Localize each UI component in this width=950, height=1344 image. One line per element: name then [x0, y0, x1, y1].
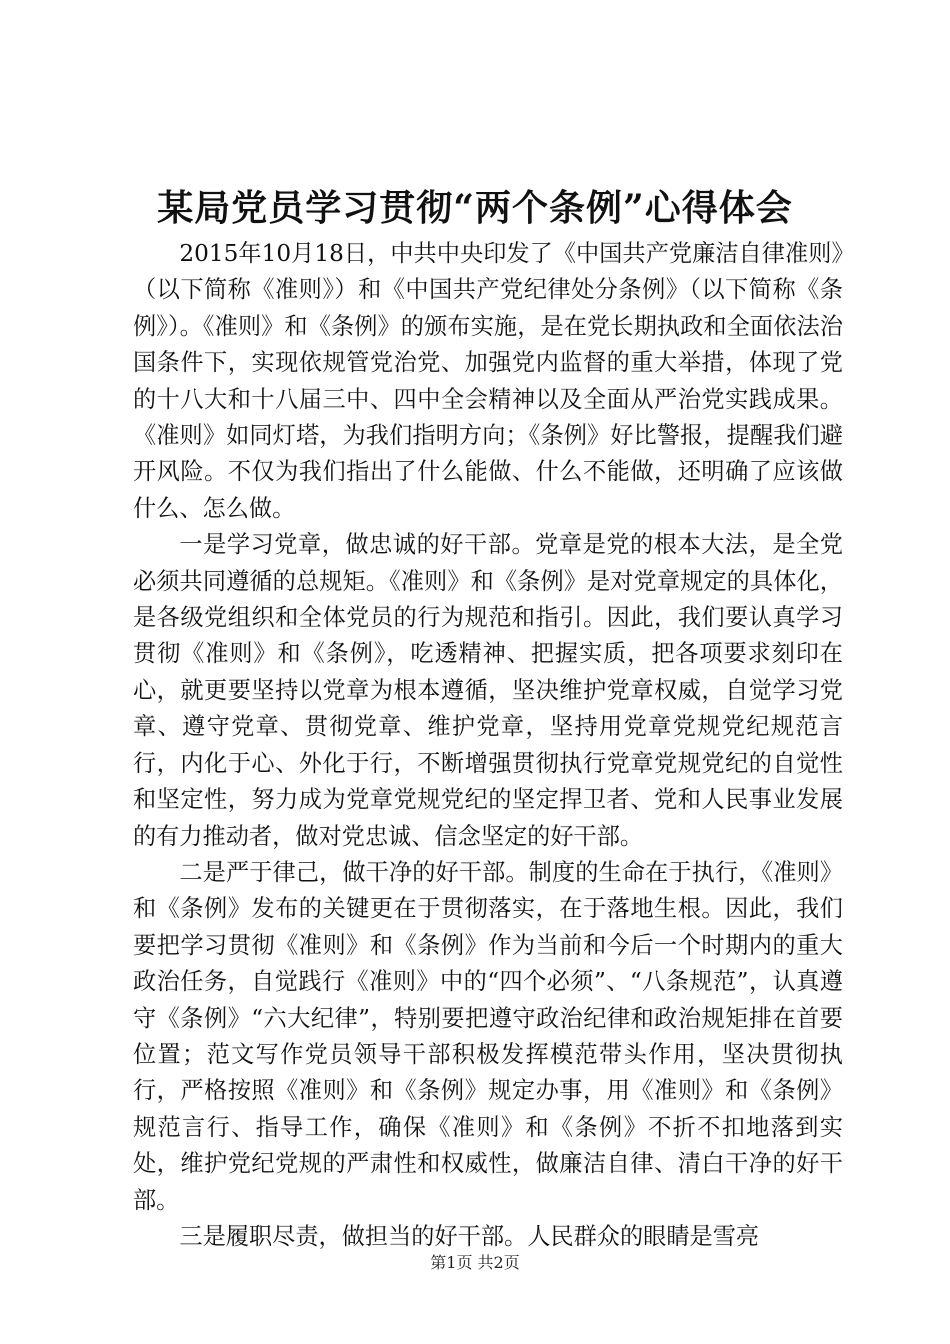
page-number-footer: 第1页 共2页 — [430, 1253, 520, 1272]
paragraph-point-two: 二是严于律己，做干净的好干部。制度的生命在于执行，《准则》和《条例》发布的关键更在于贯彻落实，在于落地生根。因此，我们要把学习贯彻《准则》和《条例》作为当前和今后一个时期内的重大政治任务，自觉践行《准则》中的“四个必须”、“八条规范”，认真遵守《条例》“六大纪律”，特别要把遵守政治纪律和政治规矩排在首要位置；范文写作党员领导干部积极发挥模范带头作用，坚决贯彻执行，严格按照《准则》和《条例》规定办事，用《准则》和《条例》规范言行、指导工作，确保《准则》和《条例》不折不扣地落到实处，维护党纪党规的严肃性和权威性，做廉洁自律、清白干净的好干部。 — [133, 858, 843, 1214]
paragraph-point-one: 一是学习党章，做忠诚的好干部。党章是党的根本大法，是全党必须共同遵循的总规矩。《准则》和《条例》是对党章规定的具体化，是各级党组织和全体党员的行为规范和指引。因此，我们要认真学习贯彻《准则》和《条例》，吃透精神、把握实质，把各项要求刻印在心，就更要坚持以党章为根本遵循，坚决维护党章权威，自觉学习党章、遵守党章、贯彻党章、维护党章，坚持用党章党规党纪规范言行，内化于心、外化于行，不断增强贯彻执行党章党规党纪的自觉性和坚定性，努力成为党章党规党纪的坚定捍卫者、党和人民事业发展的有力推动者，做对党忠诚、信念坚定的好干部。 — [133, 531, 843, 850]
document-body — [133, 236, 843, 1255]
document-title: 某局党员学习贯彻“两个条例”心得体会 — [157, 187, 793, 229]
paragraph-intro: 2015年10月18日，中共中央印发了《中国共产党廉洁自律准则》（以下简称《准则》）和《中国共产党纪律处分条例》（以下简称《条例》）。《准则》和《条例》的颁布实施，是在党长期执政和全面依法治国条件下，实现依规管党治党、加强党内监督的重大举措，体现了党的十八大和十八届三中、四中全会精神以及全面从严治党实践成果。《准则》如同灯塔，为我们指明方向；《条例》好比警报，提醒我们避开风险。不仅为我们指出了什么能做、什么不能做，还明确了应该做什么、怎么做。 — [133, 240, 843, 522]
paragraph-point-three: 三是履职尽责，做担当的好干部。人民群众的眼睛是雪亮 — [179, 1222, 760, 1250]
